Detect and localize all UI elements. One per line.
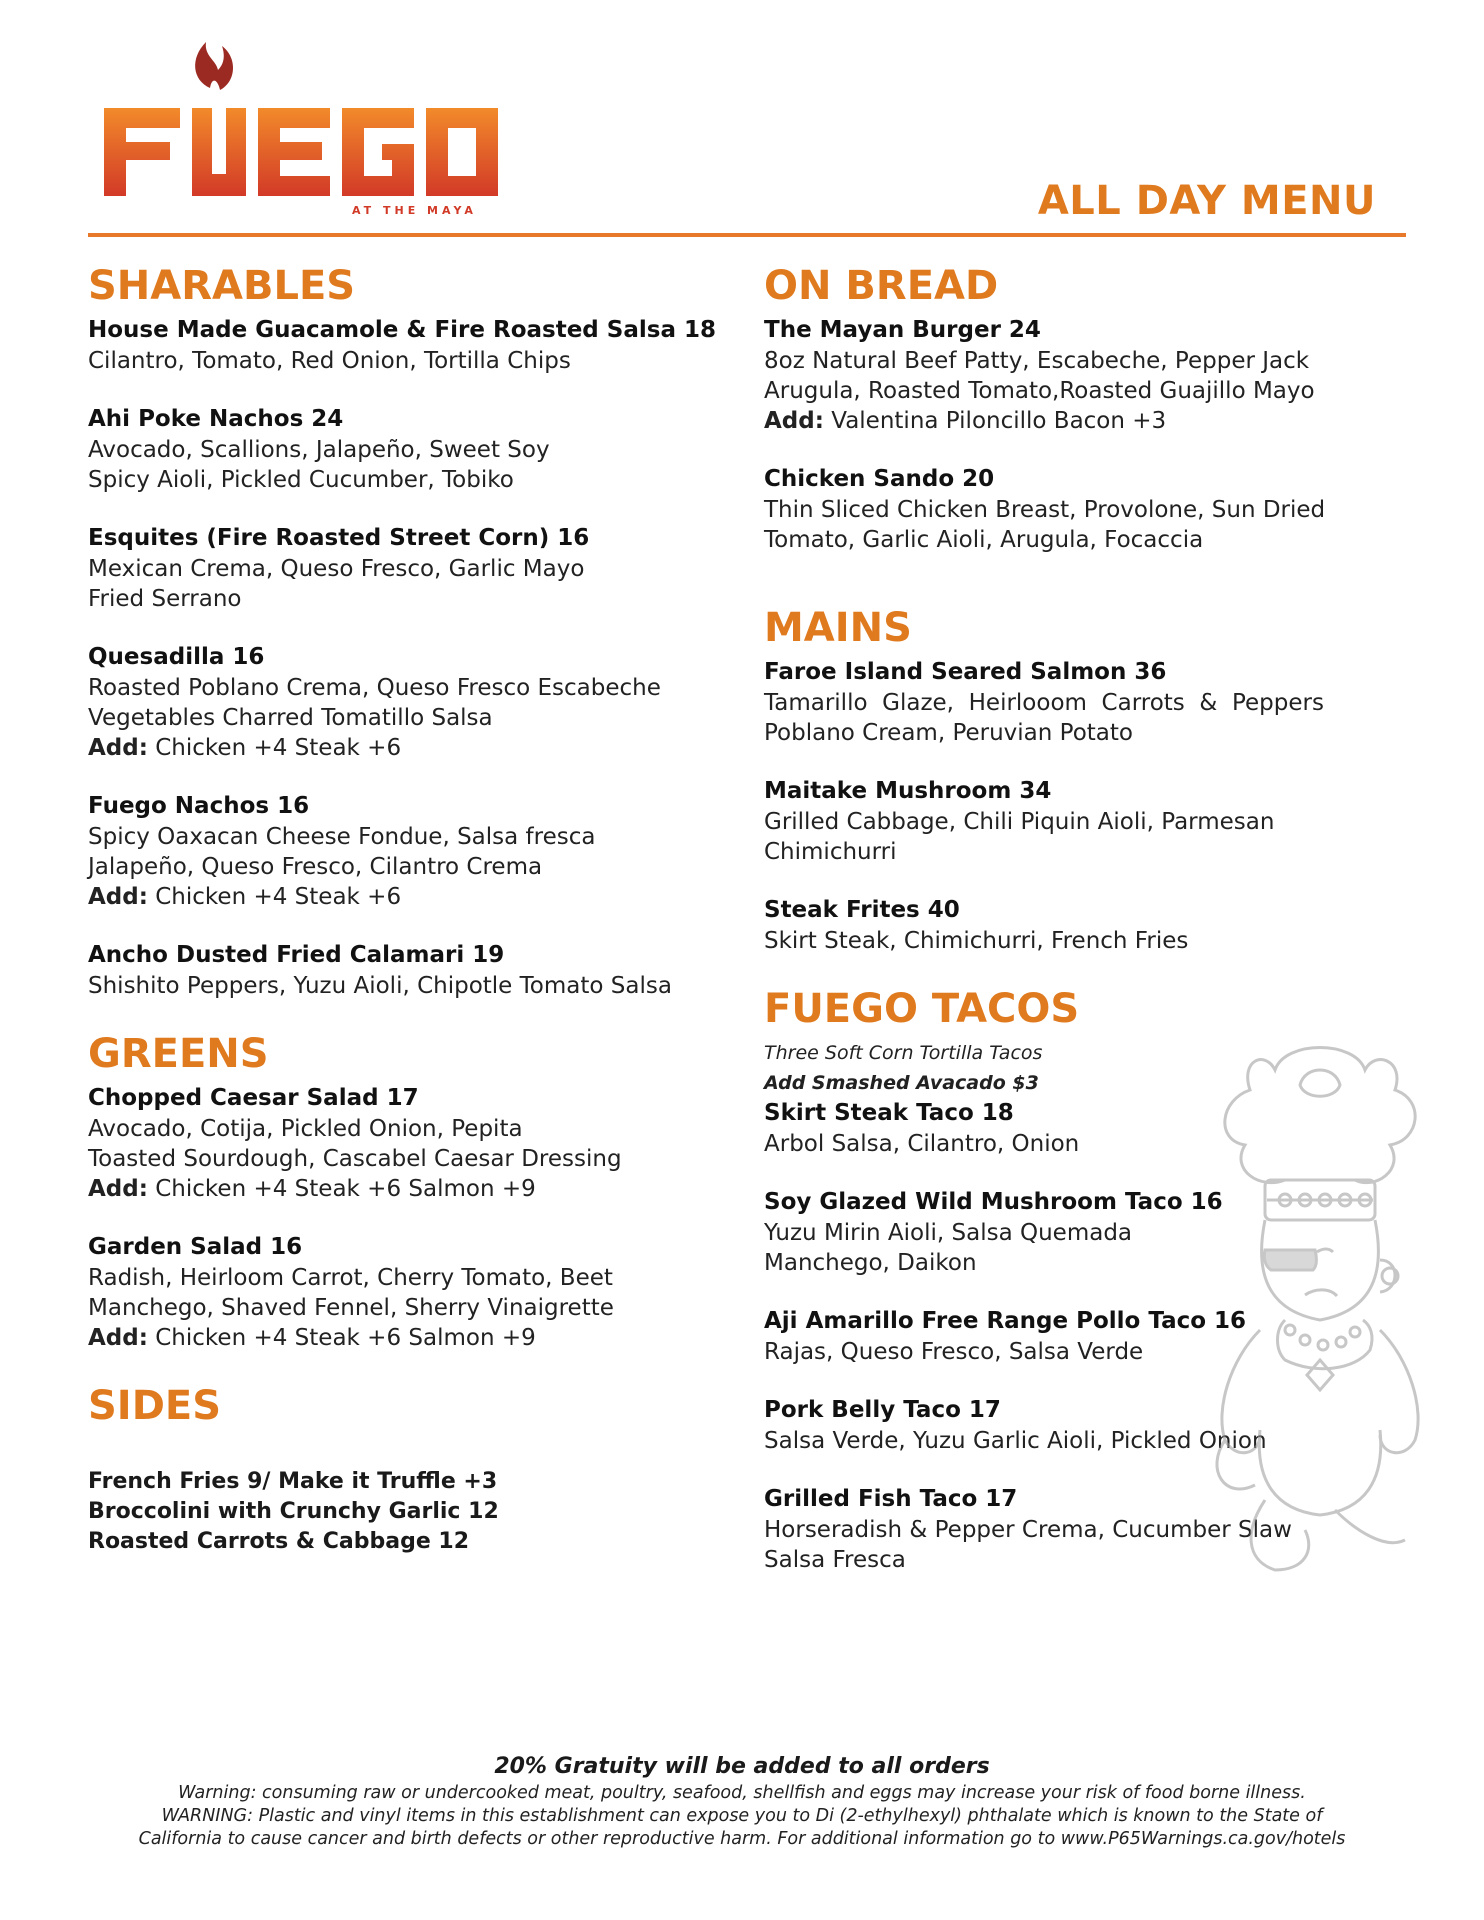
item-name: The Mayan Burger 24	[764, 317, 1041, 343]
item-desc: Avocado, Scallions, Jalapeño, Sweet Soy	[88, 437, 550, 463]
item-name: Fuego Nachos 16	[88, 793, 310, 819]
item-name: Chicken Sando 20	[764, 466, 995, 492]
item-desc: 8oz Natural Beef Patty, Escabeche, Pepper Jack	[764, 348, 1310, 374]
item-desc: Yuzu Mirin Aioli, Salsa Quemada	[764, 1220, 1133, 1246]
menu-item	[764, 895, 1364, 956]
menu-item	[88, 1083, 728, 1204]
item-desc: Shishito Peppers, Yuzu Aioli, Chipotle Tomato Salsa	[88, 973, 672, 999]
prop65-warning-line1: WARNING: Plastic and vinyl items in this establishment can expose you to Di (2-ethylhexyl) phthalate which is known to the State of	[161, 1806, 1323, 1826]
item-name: Pork Belly Taco 17	[764, 1397, 1001, 1423]
item-desc: Tomato, Garlic Aioli, Arugula, Focaccia	[764, 527, 1204, 553]
item-name: Aji Amarillo Free Range Pollo Taco 16	[764, 1308, 1247, 1334]
item-desc: Manchego, Daikon	[764, 1250, 977, 1276]
mayan-figure-illustration	[1205, 1030, 1435, 1580]
item-desc: Spicy Oaxacan Cheese Fondue, Salsa fresca	[88, 824, 596, 850]
item-addons	[88, 733, 728, 763]
left-column	[88, 265, 728, 1589]
item-desc: Rajas, Queso Fresco, Salsa Verde	[764, 1339, 1144, 1365]
item-desc: Grilled Cabbage, Chili Piquin Aioli, Parmesan	[764, 809, 1275, 835]
item-desc: Arugula, Roasted Tomato,Roasted Guajillo Mayo	[764, 378, 1315, 404]
menu-item	[764, 464, 1364, 555]
item-desc: Avocado, Cotija, Pickled Onion, Pepita	[88, 1116, 523, 1142]
fuego-logo	[92, 36, 512, 216]
item-name: Quesadilla 16	[88, 644, 265, 670]
item-desc: Salsa Verde, Yuzu Garlic Aioli, Pickled Onion	[764, 1428, 1267, 1454]
item-name: Soy Glazed Wild Mushroom Taco 16	[764, 1189, 1223, 1215]
item-desc: Thin Sliced Chicken Breast, Provolone, Sun Dried	[764, 497, 1326, 523]
section-title: GREENS	[88, 1031, 269, 1077]
menu-title: ALL DAY MENU	[1037, 178, 1376, 224]
menu-item	[88, 940, 728, 1001]
side-item: French Fries 9/ Make it Truffle +3	[88, 1469, 498, 1494]
taco-addon-note: Add Smashed Avacado $3	[764, 1072, 1039, 1094]
add-label: Add:	[88, 1176, 148, 1202]
food-warning: Warning: consuming raw or undercooked meat, poultry, seafood, shellfish and eggs may increase your risk of food borne illness.	[178, 1783, 1306, 1803]
menu-item	[764, 315, 1364, 436]
section-sides	[88, 1385, 728, 1557]
add-text: Chicken +4 Steak +6 Salmon +9	[147, 1325, 536, 1351]
header-divider	[88, 233, 1406, 237]
item-desc: Tamarillo Glaze, Heirlooom Carrots & Peppers	[764, 690, 1324, 716]
item-desc: Fried Serrano	[88, 586, 242, 612]
menu-item	[88, 791, 728, 912]
item-name: Chopped Caesar Salad 17	[88, 1085, 419, 1111]
item-name: Ahi Poke Nachos 24	[88, 406, 344, 432]
menu-item	[764, 776, 1364, 867]
item-desc: Skirt Steak, Chimichurri, French Fries	[764, 928, 1189, 954]
item-desc: Salsa Fresca	[764, 1547, 906, 1573]
item-name: Ancho Dusted Fried Calamari 19	[88, 942, 505, 968]
item-name: Faroe Island Seared Salmon 36	[764, 659, 1167, 685]
add-label: Add:	[88, 735, 148, 761]
item-name: Skirt Steak Taco 18	[764, 1100, 1014, 1126]
taco-note: Three Soft Corn Tortilla Tacos	[764, 1042, 1043, 1064]
add-text: Chicken +4 Steak +6 Salmon +9	[147, 1176, 536, 1202]
flame-icon	[195, 42, 233, 90]
item-desc: Jalapeño, Queso Fresco, Cilantro Crema	[88, 854, 543, 880]
add-label: Add:	[764, 408, 824, 434]
item-name: Esquites (Fire Roasted Street Corn) 16	[88, 525, 590, 551]
section-on-bread	[764, 265, 1364, 555]
item-desc: Radish, Heirloom Carrot, Cherry Tomato, Beet	[88, 1265, 613, 1291]
item-name: Grilled Fish Taco 17	[764, 1486, 1018, 1512]
gratuity-notice: 20% Gratuity will be added to all orders	[494, 1754, 990, 1779]
item-desc: Toasted Sourdough, Cascabel Caesar Dressing	[88, 1146, 622, 1172]
item-desc: Horseradish & Pepper Crema, Cucumber Slaw	[764, 1517, 1292, 1543]
section-mains	[764, 607, 1364, 956]
item-addons	[764, 406, 1364, 436]
item-name: Garden Salad 16	[88, 1234, 303, 1260]
item-desc: Roasted Poblano Crema, Queso Fresco Escabeche	[88, 675, 661, 701]
item-desc: Mexican Crema, Queso Fresco, Garlic Mayo	[88, 556, 585, 582]
item-name: House Made Guacamole & Fire Roasted Salsa 18	[88, 317, 716, 343]
sides-list	[88, 1467, 728, 1557]
item-desc: Manchego, Shaved Fennel, Sherry Vinaigrette	[88, 1295, 614, 1321]
item-desc: Cilantro, Tomato, Red Onion, Tortilla Chips	[88, 348, 571, 374]
item-desc: Arbol Salsa, Cilantro, Onion	[764, 1131, 1080, 1157]
add-label: Add:	[88, 1325, 148, 1351]
prop65-warning-line2: California to cause cancer and birth defects or other reproductive harm. For additional information go to www.P65Warnings.ca.gov/hotels	[138, 1829, 1346, 1849]
menu-item	[88, 315, 728, 376]
add-text: Valentina Piloncillo Bacon +3	[823, 408, 1167, 434]
section-greens	[88, 1033, 728, 1353]
add-text: Chicken +4 Steak +6	[147, 884, 402, 910]
footer	[60, 1752, 1424, 1851]
item-desc: Spicy Aioli, Pickled Cucumber, Tobiko	[88, 467, 514, 493]
menu-item	[88, 642, 728, 763]
menu-item	[88, 404, 728, 495]
item-addons	[88, 1323, 728, 1353]
section-title: MAINS	[764, 605, 912, 651]
menu-item	[88, 1232, 728, 1353]
add-text: Chicken +4 Steak +6	[147, 735, 402, 761]
brand-subtitle: AT THE MAYA	[352, 204, 477, 216]
item-name: Steak Frites 40	[764, 897, 960, 923]
side-item: Broccolini with Crunchy Garlic 12	[88, 1499, 499, 1524]
side-item: Roasted Carrots & Cabbage 12	[88, 1529, 470, 1554]
menu-item	[88, 523, 728, 614]
item-name: Maitake Mushroom 34	[764, 778, 1052, 804]
section-title: SIDES	[88, 1383, 222, 1429]
add-label: Add:	[88, 884, 148, 910]
section-title: FUEGO TACOS	[764, 986, 1080, 1032]
item-desc: Chimichurri	[764, 839, 897, 865]
item-desc: Poblano Cream, Peruvian Potato	[764, 720, 1133, 746]
section-sharables	[88, 265, 728, 1001]
menu-item	[764, 657, 1364, 748]
item-addons	[88, 1174, 728, 1204]
item-desc: Vegetables Charred Tomatillo Salsa	[88, 705, 493, 731]
section-title: ON BREAD	[764, 263, 999, 309]
item-addons	[88, 882, 728, 912]
section-title: SHARABLES	[88, 263, 356, 309]
